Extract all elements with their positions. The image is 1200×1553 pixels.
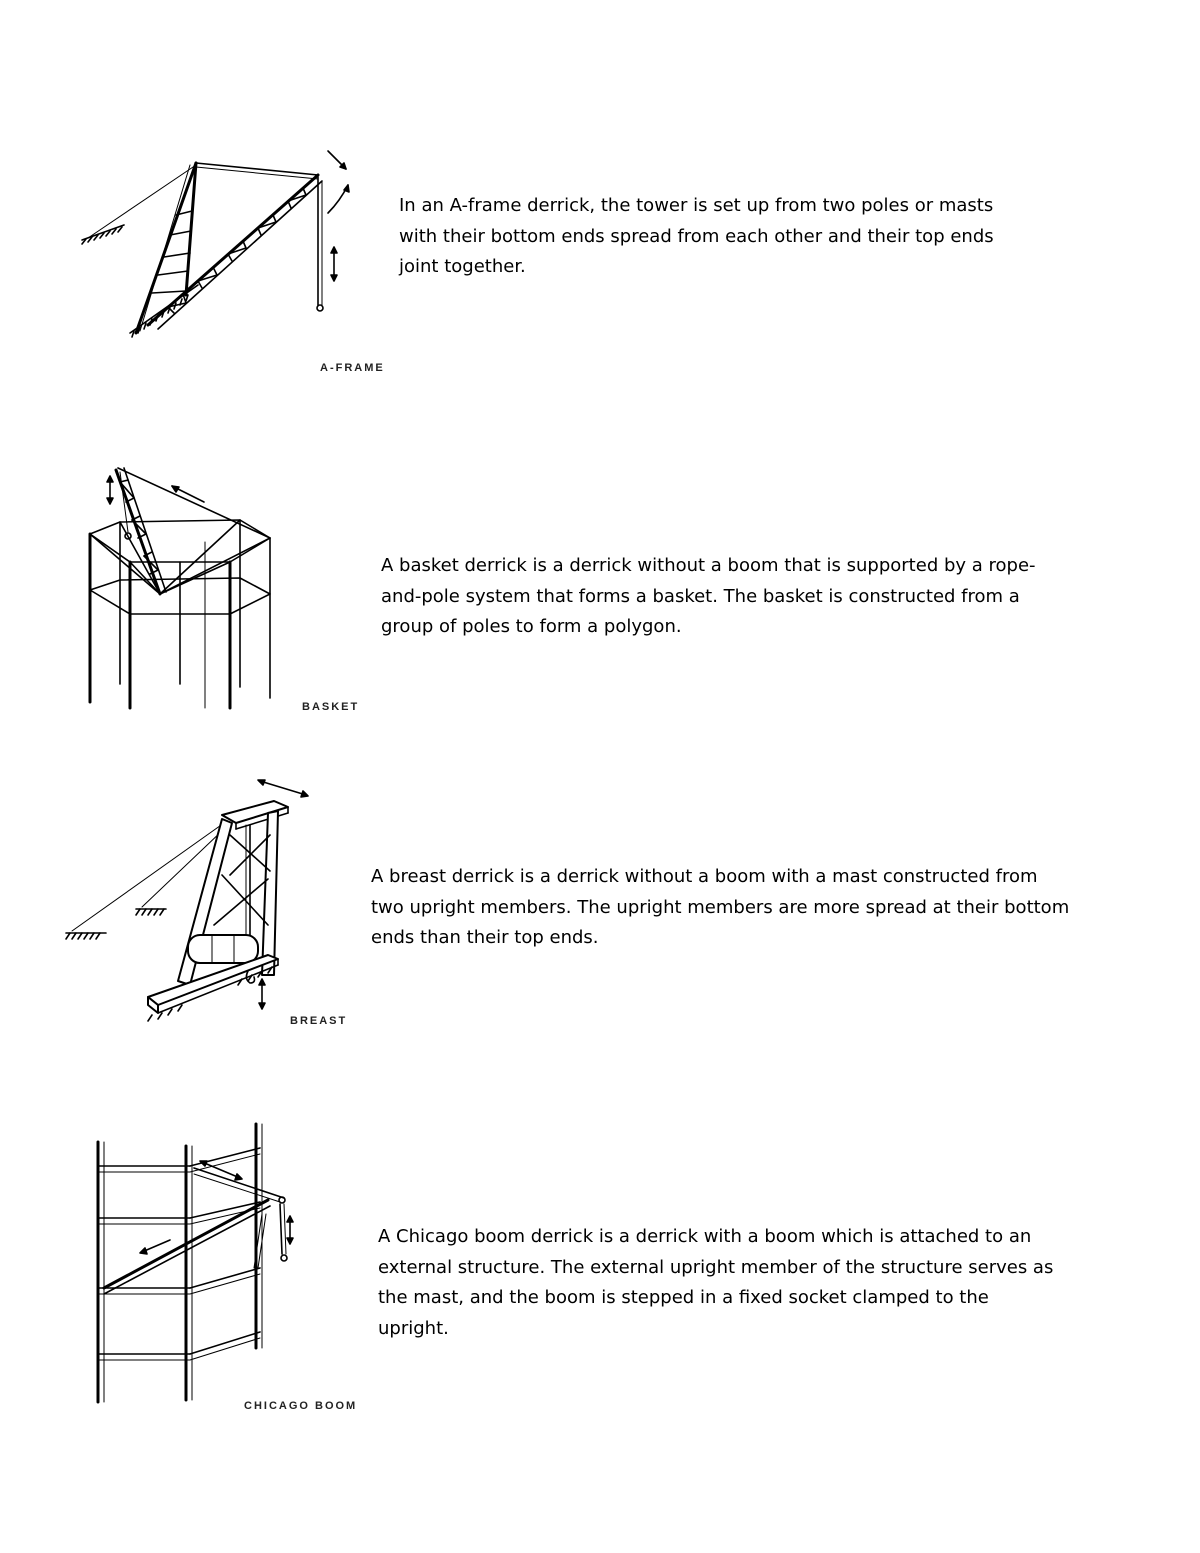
a-frame-caption: A-FRAME xyxy=(320,362,385,374)
basket-derrick-illustration xyxy=(80,462,370,722)
basket-description: A basket derrick is a derrick without a boom that is supported by a rope-and-pole system that forms a basket. The basket is constructed from a group of poles to form a polygon. xyxy=(381,555,1036,637)
breast-description: A breast derrick is a derrick without a boom with a mast constructed from two upright members. The upright members are more spread at their bottom ends than their top ends. xyxy=(371,866,1070,948)
breast-derrick-illustration xyxy=(62,775,352,1030)
chicago-boom-caption: CHICAGO BOOM xyxy=(244,1400,358,1412)
a-frame-description: In an A-frame derrick, the tower is set up from two poles or masts with their bottom ends spread from each other and their top ends joint together. xyxy=(399,195,994,277)
basket-caption: BASKET xyxy=(302,701,360,713)
chicago-boom-description: A Chicago boom derrick is a derrick with a boom which is attached to an external structure. The external upright member of the structure serves as the mast, and the boom is stepped in a fixed socket clamped to the upright. xyxy=(378,1226,1054,1339)
breast-caption: BREAST xyxy=(290,1015,348,1027)
chicago-boom-derrick-illustration xyxy=(90,1118,360,1408)
a-frame-derrick-illustration xyxy=(78,145,378,355)
